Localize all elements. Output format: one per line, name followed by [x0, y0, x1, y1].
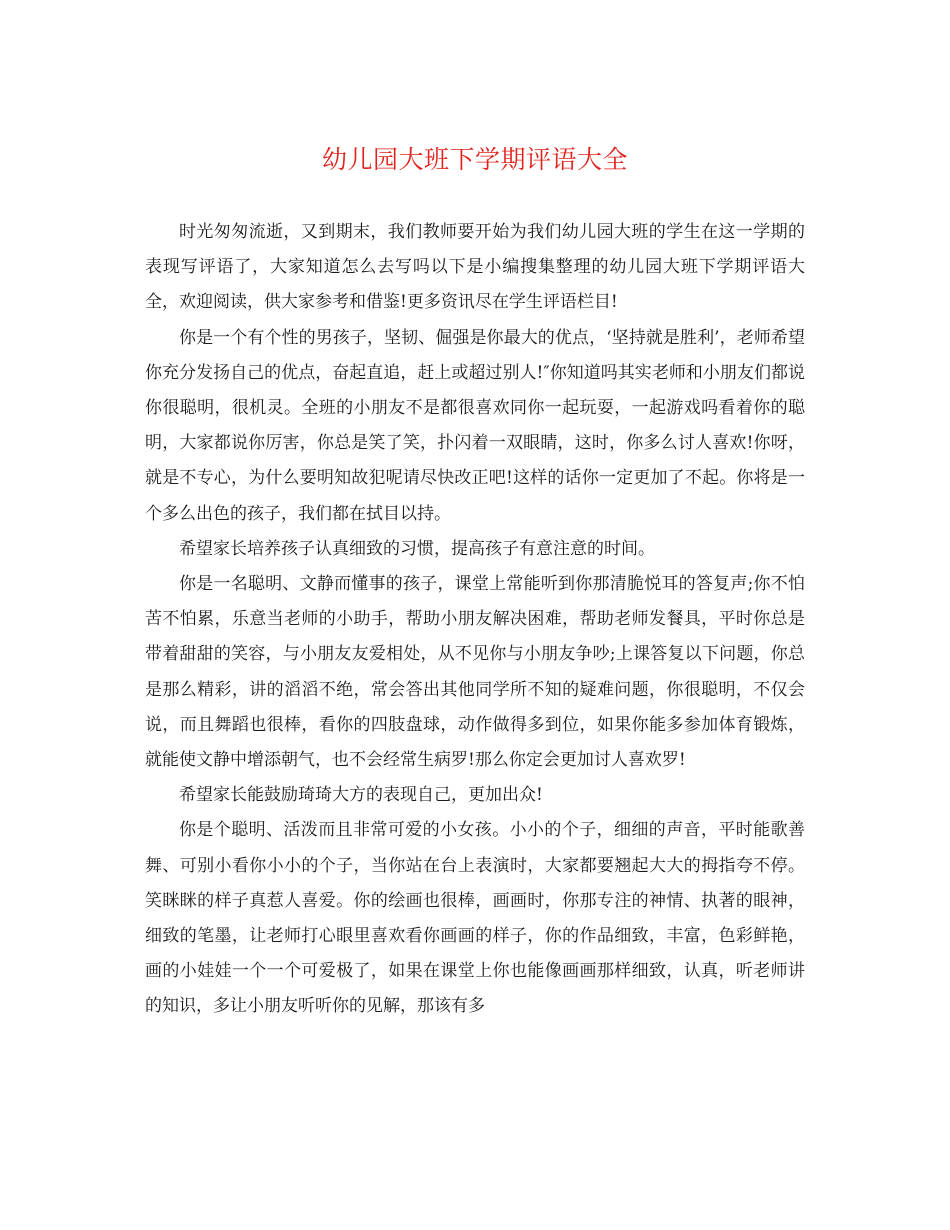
document-title: 幼儿园大班下学期评语大全	[321, 145, 628, 174]
paragraph-comment-3: 你是个聪明、活泼而且非常可爱的小女孩。小小的个子，细细的声音，平时能歌善舞、可别小看你小小的个子，当你站在台上表演时，大家都要翘起大大的拇指夸不停。笑眯眯的样子真惹人喜爱。你的绘画也很棒，画画时，你那专注的神情、执著的眼神，细致的笔墨，让老师打心眼里喜欢看你画画的样子，你的作品细致，丰富，色彩鲜艳，画的小娃娃一个一个可爱极了，如果在课堂上你也能像画画那样细致，认真，听老师讲的知识，多让小朋友听听你的见解，那该有多	[145, 820, 805, 1017]
paragraph-parent-note-1: 希望家长培养孩子认真细致的习惯，提高孩子有意注意的时间。	[179, 538, 655, 559]
paragraph-intro: 时光匆匆流逝，又到期末，我们教师要开始为我们幼儿园大班的学生在这一学期的表现写评语了，大家知道怎么去写吗以下是小编搜集整理的幼儿园大班下学期评语大全，欢迎阅读，供大家参考和借鉴!更多资讯尽在学生评语栏目!	[145, 222, 805, 313]
paragraph-parent-note-2: 希望家长能鼓励琦琦大方的表现自己，更加出众!	[179, 785, 543, 806]
paragraph-comment-1: 你是一个有个性的男孩子，坚韧、倔强是你最大的优点，‘坚持就是胜利’，老师希望你充分发扬自己的优点，奋起直追，赶上或超过别人!″你知道吗其实老师和小朋友们都说你很聪明，很机灵。全班的小朋友不是都很喜欢同你一起玩耍，一起游戏吗看着你的聪明，大家都说你厉害，你总是笑了笑，扑闪着一双眼睛，这时，你多么讨人喜欢!你呀，就是不专心，为什么要明知故犯呢请尽快改正吧!这样的话你一定更加了不起。你将是一个多么出色的孩子，我们都在拭目以持。	[145, 327, 805, 524]
paragraph-comment-2: 你是一名聪明、文静而懂事的孩子，课堂上常能听到你那清脆悦耳的答复声;你不怕苦不怕累，乐意当老师的小助手，帮助小朋友解决困难，帮助老师发餐具，平时你总是带着甜甜的笑容，与小朋友友爱相处，从不见你与小朋友争吵;上课答复以下问题，你总是那么精彩，讲的滔滔不绝，常会答出其他同学所不知的疑难问题，你很聪明，不仅会说，而且舞蹈也很棒，看你的四肢盘球，动作做得多到位，如果你能多参加体育锻炼，就能使文静中增添朝气，也不会经常生病罗!那么你定会更加讨人喜欢罗!	[145, 574, 805, 771]
document-body	[145, 215, 805, 1025]
